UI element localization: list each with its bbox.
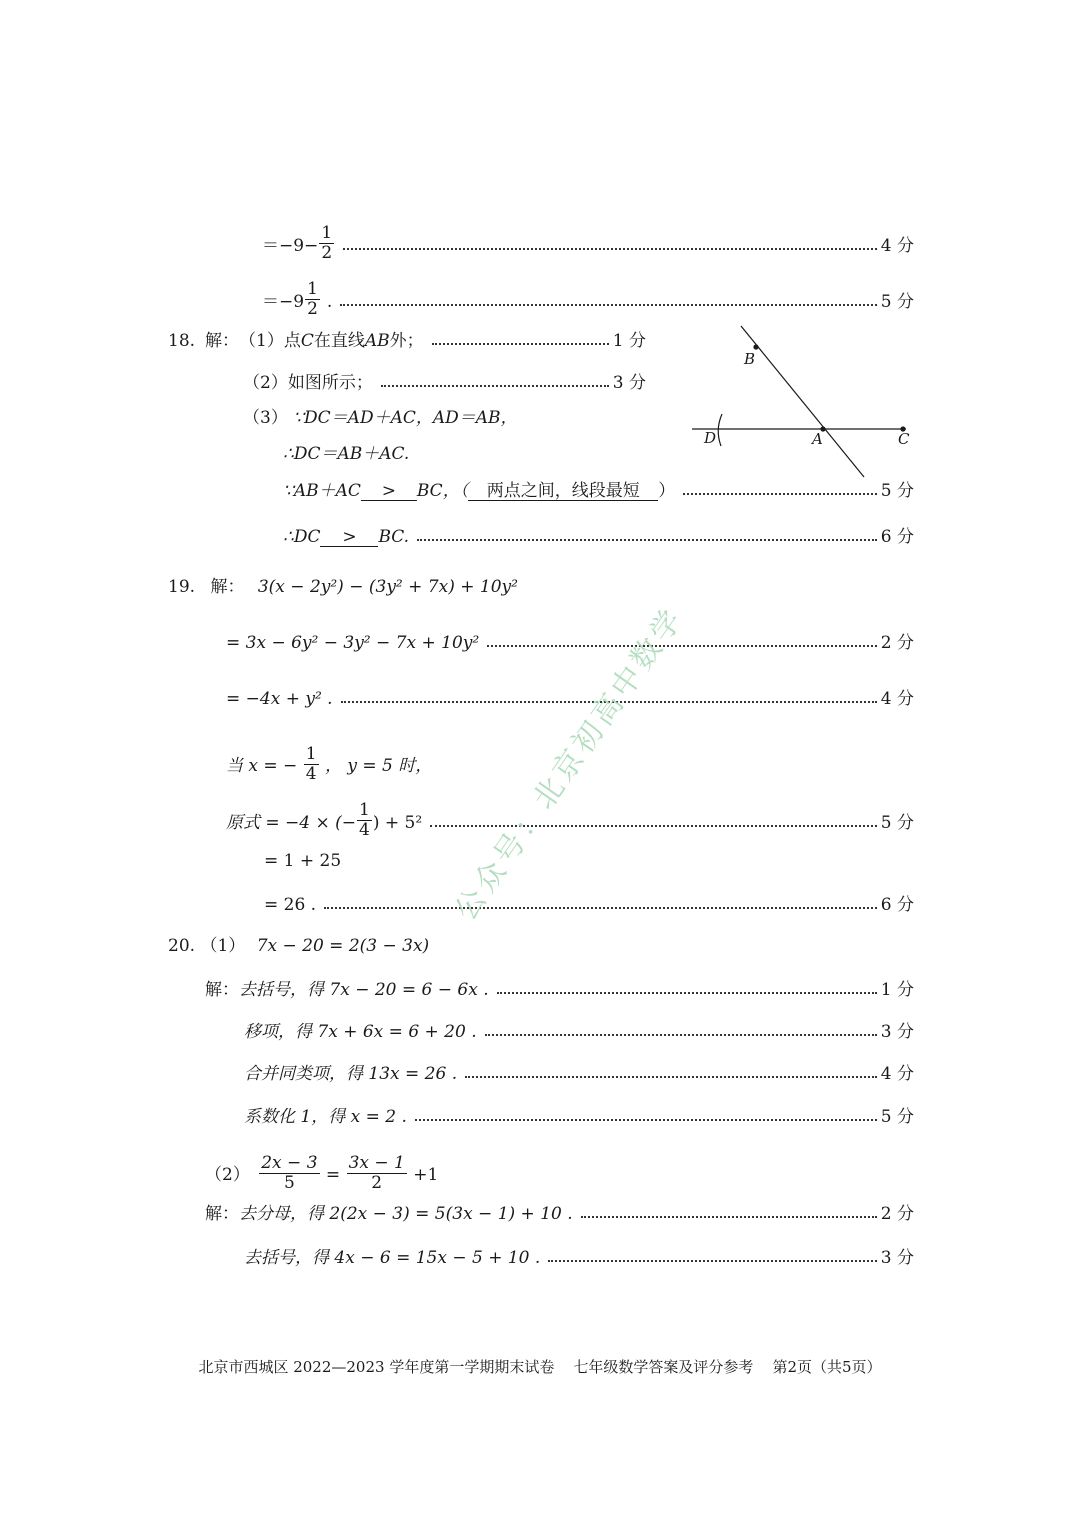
q20-step-1 — [205, 980, 914, 1000]
q18-part2 — [243, 373, 646, 393]
points-label: 5 分 — [880, 291, 914, 312]
q19-step-4: = 1 + 25 — [264, 851, 342, 871]
answer-blank: > — [361, 482, 417, 501]
solve-label: 解： — [205, 980, 239, 1000]
expression: 3(x − 2y²) − (3y² + 7x) + 10y² — [257, 577, 518, 597]
part-label: （1） — [200, 936, 246, 956]
fraction-numerator: 1 — [307, 279, 318, 299]
equation: 7x − 20 = 2(3 − 3x) — [256, 936, 430, 956]
q17-line-4 — [262, 223, 914, 265]
step-text: 合并同类项，得 13x = 26 . — [244, 1064, 458, 1084]
dotted-leader — [343, 248, 877, 250]
expression: = 3x − 6y² − 3y² − 7x + 10y² — [226, 633, 480, 653]
question-number: 18. — [168, 331, 196, 351]
dotted-leader — [432, 343, 609, 345]
text: 如图所示； — [287, 373, 373, 393]
expression: = −4x + y² . — [226, 689, 333, 709]
label-c: C — [898, 430, 910, 448]
fraction-numerator: 2x − 3 — [261, 1153, 318, 1173]
dotted-leader — [548, 1260, 876, 1262]
q20-step-4 — [244, 1107, 914, 1127]
fraction-denominator: 4 — [359, 820, 370, 840]
fraction-denominator: 2 — [307, 299, 318, 319]
text: 在直线 — [313, 331, 365, 351]
points-label: 4 分 — [880, 235, 914, 256]
q20-step-3 — [244, 1064, 914, 1084]
fraction-numerator: 1 — [305, 744, 317, 764]
dotted-leader — [497, 992, 877, 994]
fraction-numerator: 1 — [359, 800, 370, 820]
dotted-leader — [340, 304, 876, 306]
line-ab — [741, 326, 864, 477]
q20-part1-header — [168, 936, 429, 956]
q19-step-1 — [226, 633, 914, 653]
points-label: 4 分 — [880, 1064, 914, 1084]
fraction-numerator: 3x − 1 — [348, 1153, 405, 1173]
solve-label: 解： — [210, 577, 245, 597]
q19-substitute — [226, 800, 914, 842]
text: 点 — [283, 331, 301, 351]
reason-blank: 两点之间，线段最短 — [468, 482, 658, 501]
q17-line-5 — [262, 279, 914, 321]
dotted-leader — [487, 645, 877, 647]
q20-step-2 — [244, 1022, 914, 1042]
points-label: 2 分 — [880, 1204, 914, 1224]
page-footer: 北京市西城区 2022—2023 学年度第一学期期末试卷 七年级数学答案及评分参考 第2页（共5页） — [198, 1358, 882, 1376]
points-label: 3 分 — [880, 1022, 914, 1042]
points-label: 5 分 — [880, 812, 914, 833]
text: +1 — [413, 1165, 439, 1185]
step-text: 去括号，得 4x − 6 = 15x − 5 + 10 . — [244, 1248, 541, 1268]
q17-line5-fraction — [305, 280, 320, 319]
points-label: 3 分 — [880, 1248, 914, 1268]
q18-part3-line2: ∴DC＝AB＋AC. — [283, 444, 410, 464]
points-label: 6 分 — [880, 895, 914, 915]
q17-line4-fraction — [319, 224, 334, 263]
label-d: D — [704, 429, 717, 447]
part-label: （1） — [239, 331, 284, 351]
text: ) + 5² — [372, 812, 423, 833]
fraction — [357, 801, 372, 840]
points-label: 1 分 — [612, 331, 646, 351]
fraction-left — [259, 1154, 319, 1193]
fraction-denominator: 4 — [305, 764, 317, 784]
label-a: A — [812, 430, 823, 448]
text: ） — [658, 481, 676, 501]
points-label: 5 分 — [880, 481, 914, 501]
question-number: 20. — [168, 936, 196, 956]
points-label: 3 分 — [612, 373, 646, 393]
fraction-denominator: 2 — [321, 243, 333, 263]
arc-mark — [718, 414, 722, 446]
step-text: 去括号，得 7x − 20 = 6 − 6x . — [239, 980, 489, 1000]
dotted-leader — [581, 1216, 877, 1218]
step-text: 去分母，得 2(2x − 3) = 5(3x − 1) + 10 . — [239, 1204, 573, 1224]
point-c: C — [300, 331, 314, 351]
answer-blank: > — [320, 528, 378, 547]
q18-part3-line4 — [283, 527, 914, 547]
q19-step-2 — [226, 689, 914, 709]
text: 外； — [389, 331, 424, 351]
step-text: 系数化 1，得 x = 2 . — [244, 1107, 407, 1127]
line-ab: AB — [364, 331, 390, 351]
dotted-leader — [465, 1076, 877, 1078]
text: BC，（ — [416, 481, 469, 501]
q18-part1 — [168, 331, 646, 351]
part-label: （2） — [205, 1165, 250, 1185]
q19-when — [226, 744, 433, 786]
points-label: 5 分 — [880, 1107, 914, 1127]
label-b: B — [744, 350, 756, 368]
point-b — [753, 344, 758, 349]
text: 当 x = − — [226, 756, 298, 776]
fraction-right — [347, 1154, 407, 1193]
geometry-diagram — [688, 320, 918, 485]
q19-step-5 — [264, 895, 914, 915]
text: ， y = 5 时， — [324, 756, 433, 776]
fraction-numerator: 1 — [321, 223, 333, 243]
part-label: （3） — [243, 408, 288, 428]
text: ∴DC — [283, 527, 321, 547]
q20-part2-header — [205, 1153, 439, 1195]
q17-line5-suffix: . — [326, 291, 333, 312]
dotted-leader — [415, 1119, 877, 1121]
step-text: 移项，得 7x + 6x = 6 + 20 . — [244, 1022, 477, 1042]
q20-part2-step-1 — [205, 1204, 914, 1224]
equals-sign: = — [325, 1165, 341, 1185]
dotted-leader — [381, 385, 609, 387]
fraction-denominator: 5 — [283, 1173, 295, 1193]
part-label: （2） — [243, 373, 288, 393]
q17-line5-prefix: ＝−9 — [262, 291, 305, 312]
text: ∵DC＝AD＋AC，AD＝AB， — [293, 408, 518, 428]
dotted-leader — [324, 907, 877, 909]
q20-part2-step-2 — [244, 1248, 914, 1268]
points-label: 1 分 — [880, 980, 914, 1000]
text: ∵AB＋AC — [283, 481, 361, 501]
solve-label: 解： — [205, 331, 240, 351]
q19-header — [168, 577, 518, 597]
text: 原式 = −4 × (− — [226, 812, 357, 833]
expression: = 26 . — [264, 895, 317, 915]
points-label: 4 分 — [880, 689, 914, 709]
points-label: 2 分 — [880, 633, 914, 653]
watermark: 公众号：北京初高中数学 — [448, 600, 692, 928]
text: BC. — [378, 527, 410, 547]
dotted-leader — [485, 1034, 877, 1036]
dotted-leader — [417, 539, 877, 541]
q18-part3-line1 — [243, 408, 518, 428]
solve-label: 解： — [205, 1204, 239, 1224]
question-number: 19. — [168, 577, 196, 597]
dotted-leader — [683, 493, 877, 495]
fraction — [304, 745, 319, 784]
q17-line4-prefix: ＝−9− — [262, 235, 319, 256]
fraction-denominator: 2 — [371, 1173, 383, 1193]
points-label: 6 分 — [880, 527, 914, 547]
